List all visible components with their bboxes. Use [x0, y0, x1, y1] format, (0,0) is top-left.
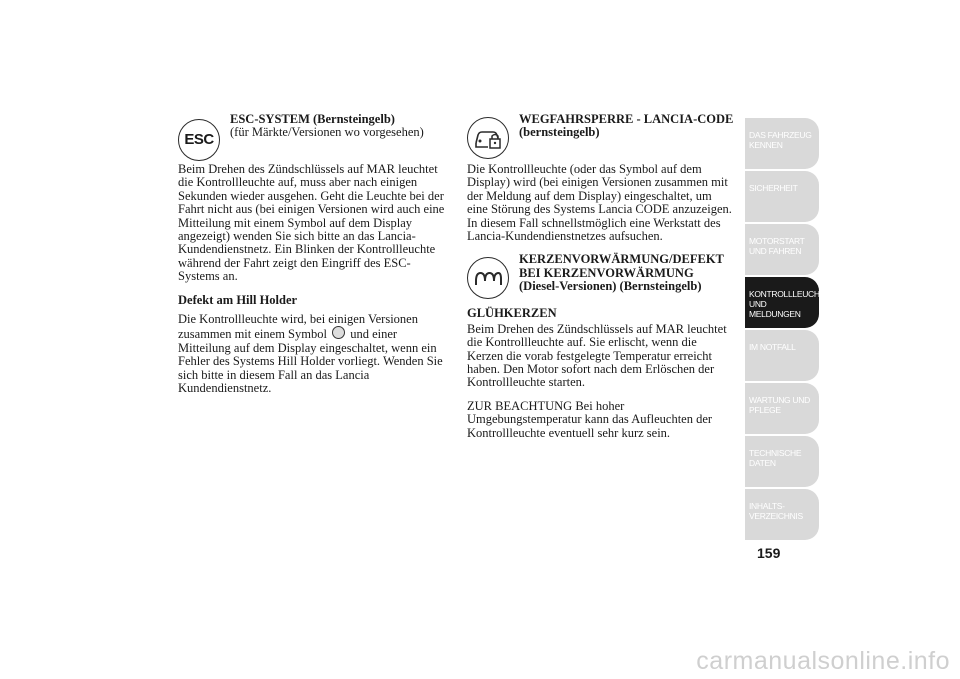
sidebar-tab-2[interactable]: SICHERHEIT	[745, 171, 819, 222]
hill-holder-title: Defekt am Hill Holder	[178, 292, 298, 307]
glow-plug-subtitle: (Diesel-Versionen) (Bernsteingelb)	[519, 279, 702, 294]
watermark: carmanualsonline.info	[696, 647, 950, 675]
glow-plug-title-1: KERZENVORWÄRMUNG/DEFEKT	[519, 252, 724, 267]
glow-plug-paragraph: Beim Drehen des Zündschlüssels auf MAR leuchtet die Kontrollleuchte auf. Sie erlischt, wenn die Kerzen die vorab festgelegte Temperatur erreicht haben. Den Motor sofort nach dem Erlöschen der Kontrollleuchte starten.	[467, 321, 727, 390]
glow-plug-icon	[467, 257, 509, 299]
sidebar-tab-7[interactable]: TECHNISCHE DATEN	[745, 436, 819, 487]
sidebar-tab-1[interactable]: DAS FAHRZEUG KENNEN	[745, 118, 819, 169]
right-column	[467, 113, 735, 440]
sidebar-tab-4[interactable]: KONTROLLLEUCHTEN UND MELDUNGEN	[745, 277, 819, 328]
sidebar-tab-6[interactable]: WARTUNG UND PFLEGE	[745, 383, 819, 434]
sidebar-tab-5[interactable]: IM NOTFALL	[745, 330, 819, 381]
esc-title: ESC-SYSTEM (Bernsteingelb)	[230, 112, 395, 126]
esc-paragraph: Beim Drehen des Zündschlüssels auf MAR leuchtet die Kontrollleuchte auf, muss aber nach einigen Sekunden wieder ausgehen. Geht die Leuchte bei der Fahrt nicht aus (bei einigen Versionen wird auch eine Mitteilung mit einem Symbol auf dem Display angezeigt) wenden Sie sich bitte an das Lancia-Kundendienstnetz. Ein Blinken der Kontrollleuchte während der Fahrt zeigt den Eingriff des ESC-Systems an.	[178, 162, 445, 284]
immobilizer-car-lock-icon	[467, 117, 509, 159]
left-column	[178, 113, 450, 396]
glow-plug-title-2: BEI KERZENVORWÄRMUNG	[519, 265, 694, 280]
esc-heading	[178, 113, 450, 163]
immobilizer-paragraph: Die Kontrollleuchte (oder das Symbol auf dem Display) wird (bei einigen Versionen zusammen mit der Meldung auf dem Display) eingeschaltet, um eine Störung des Systems Lancia CODE anzuzeigen. In diesem Fall schnellstmöglich eine Werkstatt des Lancia-Kundendienstnetzes aufsuchen.	[467, 162, 732, 244]
page-number: 159	[757, 545, 781, 561]
note-paragraph: ZUR BEACHTUNG Bei hoher Umgebungstemperatur kann das Aufleuchten der Kontrollleuchte eventuell sehr kurz sein.	[467, 398, 713, 440]
immobilizer-heading	[467, 113, 735, 163]
immobilizer-subtitle: (bernsteingelb)	[519, 125, 600, 140]
sidebar-tab-8[interactable]: INHALTS-VERZEICHNIS	[745, 489, 819, 540]
immobilizer-title: WEGFAHRSPERRE - LANCIA-CODE	[519, 112, 734, 126]
esc-warning-icon: ESC	[178, 119, 220, 161]
sidebar-tab-3[interactable]: MOTORSTART UND FAHREN	[745, 224, 819, 275]
hill-holder-paragraph: Die Kontrollleuchte wird, bei einigen Versionen zusammen mit einem Symbol und einer Mitteilung auf dem Display eingeschaltet, wenn ein Fehler des Systems Hill Holder vorliegt. Wenden Sie sich bitte in diesem Fall an das Lancia Kundendienstnetz.	[178, 312, 443, 396]
esc-subtitle: (für Märkte/Versionen wo vorgesehen)	[230, 125, 424, 140]
hill-holder-symbol-icon	[332, 326, 345, 339]
glow-plug-heading	[467, 253, 735, 307]
chapter-sidebar	[745, 118, 836, 542]
glow-plug-section-heading: GLÜHKERZEN	[467, 306, 557, 321]
